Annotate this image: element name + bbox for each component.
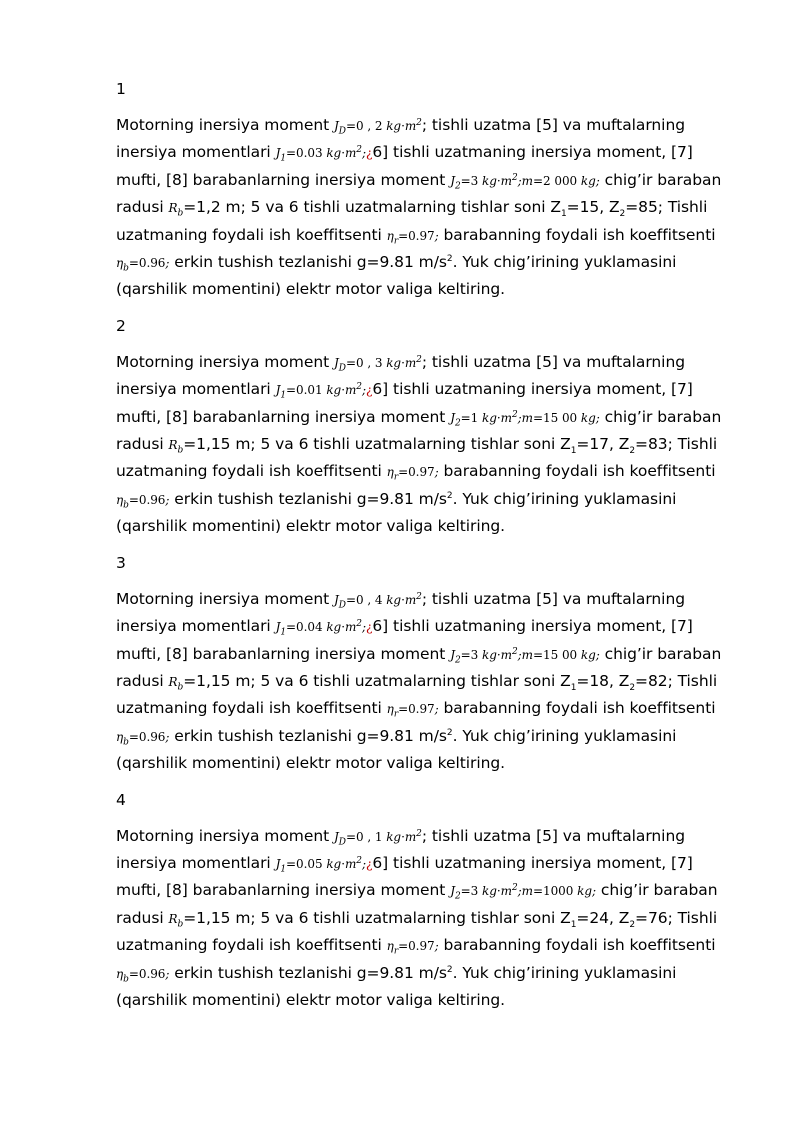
problem-number: 2 — [116, 316, 126, 335]
formula-rb: $R_b$ — [168, 201, 184, 219]
formula-j1: $J_1=0.04$ $kg\cdot m^2;¿$ — [275, 619, 373, 638]
formula-j1: $J_1=0.03$ $kg\cdot m^2;¿$ — [275, 145, 373, 164]
formula-rb: $R_b$ — [168, 911, 184, 930]
formula-j2: $J_2=1$ $kg\cdot m^2;m=15$ 00 kg; — [450, 409, 600, 429]
formula-jd: $J_D=0$ , 2 $kg\cdot m^2$ — [334, 118, 422, 137]
problem-text: Motorning inersiya moment $J_D=0$ , 3 $kg\cdot m^2$; tishli uzatma [5] va muftalarning inersiya momentlari $J_1=0.01$ $kg\cdot m^2;¿6$] tishli uzatmaning inersiya moment, [7] mufti, [8] barabanlarning inersiya moment $J_2=1$ $kg\cdot m^2;m=15$ 00 kg; chig’ir baraban radusi $R_b=1,15$ m; 5 va 6 tishli uzatmalarning tishlar soni $Z_1=17$, $Z_2=83$; Tishli uzatmaning foydali ish koeffitsenti $\eta_r=0.97$; barabanning foydali ish koeffitsenti $\eta_b=0.96$; erkin tushish tezlanishi g=9.81 $m/s^2$. Yuk chig’irining yuklamasini (qarshilik momentini) elektr motor valiga keltiring. — [116, 352, 722, 536]
formula-j2: $J_2=3$ $kg\cdot m^2;m=1000$ kg; — [450, 883, 596, 902]
formula-j1: $J_1=0.01$ $kg\cdot m^2;¿$ — [275, 382, 373, 401]
formula-j2: $J_2=3$ $kg\cdot m^2;m=2$ 000 kg; — [450, 172, 600, 192]
formula-j1: $J_1=0.05$ $kg\cdot m^2;¿$ — [275, 855, 373, 875]
formula-eta-b: $\eta_b=0.96$; — [116, 256, 170, 274]
formula-jd: $J_D=0$ , 3 $kg\cdot m^2$ — [334, 354, 422, 374]
formula-eta-r: $\eta_r=0.97$; — [386, 228, 439, 247]
problem-number: 3 — [116, 553, 126, 572]
problem-text: Motorning inersiya moment $J_D=0$ , 2 $kg\cdot m^2$; tishli uzatma [5] va muftalarning inersiya momentlari $J_1=0.03$ $kg\cdot m^2;¿6$] tishli uzatmaning inersiya moment, [7] mufti, [8] barabanlarning inersiya moment $J_2=3$ $kg\cdot m^2;m=2$ 000 kg; chig’ir baraban radusi $R_b=1,2$ m; 5 va 6 tishli uzatmalarning tishlar soni $Z_1=15$, $Z_2=85$; Tishli uzatmaning foydali ish koeffitsenti $\eta_r=0.97$; barabanning foydali ish koeffitsenti $\eta_b=0.96$; erkin tushish tezlanishi g=9.81 $m/s^2$. Yuk chig’irining yuklamasini (qarshilik momentini) elektr motor valiga keltiring. — [116, 116, 722, 299]
formula-eta-b: $\eta_b=0.96$; — [116, 492, 170, 511]
formula-eta-r: $\eta_r=0.97$; — [386, 702, 439, 720]
formula-jd: $J_D=0$ , 4 $kg\cdot m^2$ — [334, 591, 422, 611]
formula-rb: $R_b$ — [168, 438, 184, 456]
formula-eta-r: $\eta_r=0.97$; — [386, 465, 439, 483]
formula-eta-r: $\eta_r=0.97$; — [386, 939, 439, 957]
formula-eta-b: $\eta_b=0.96$; — [116, 966, 170, 984]
problem-number: 4 — [116, 790, 126, 809]
formula-j2: $J_2=3$ $kg\cdot m^2;m=15$ 00 kg; — [450, 646, 600, 665]
problem-text: Motorning inersiya moment $J_D=0$ , 4 $kg\cdot m^2$; tishli uzatma [5] va muftalarning inersiya momentlari $J_1=0.04$ $kg\cdot m^2;¿6$] tishli uzatmaning inersiya moment, [7] mufti, [8] barabanlarning inersiya moment $J_2=3$ $kg\cdot m^2;m=15$ 00 kg; chig’ir baraban radusi $R_b=1,15$ m; 5 va 6 tishli uzatmalarning tishlar soni $Z_1=18$, $Z_2=82$; Tishli uzatmaning foydali ish koeffitsenti $\eta_r=0.97$; barabanning foydali ish koeffitsenti $\eta_b=0.96$; erkin tushish tezlanishi g=9.81 $m/s^2$. Yuk chig’irining yuklamasini (qarshilik momentini) elektr motor valiga keltiring. — [116, 589, 722, 773]
problem-number: 1 — [116, 80, 126, 98]
formula-jd: $J_D=0$ , 1 $kg\cdot m^2$ — [334, 828, 422, 847]
problem-text: Motorning inersiya moment $J_D=0$ , 1 $kg\cdot m^2$; tishli uzatma [5] va muftalarning inersiya momentlari $J_1=0.05$ $kg\cdot m^2;¿6$] tishli uzatmaning inersiya moment, [7] mufti, [8] barabanlarning inersiya moment $J_2=3$ $kg\cdot m^2;m=1000$ kg; chig’ir baraban radusi $R_b=1,15$ m; 5 va 6 tishli uzatmalarning tishlar soni $Z_1=24$, $Z_2=76$; Tishli uzatmaning foydali ish koeffitsenti $\eta_r=0.97$; barabanning foydali ish koeffitsenti $\eta_b=0.96$; erkin tushish tezlanishi g=9.81 $m/s^2$. Yuk chig’irining yuklamasini (qarshilik momentini) elektr motor valiga keltiring. — [116, 826, 718, 1009]
formula-eta-b: $\eta_b=0.96$; — [116, 729, 170, 748]
formula-rb: $R_b$ — [168, 674, 184, 693]
